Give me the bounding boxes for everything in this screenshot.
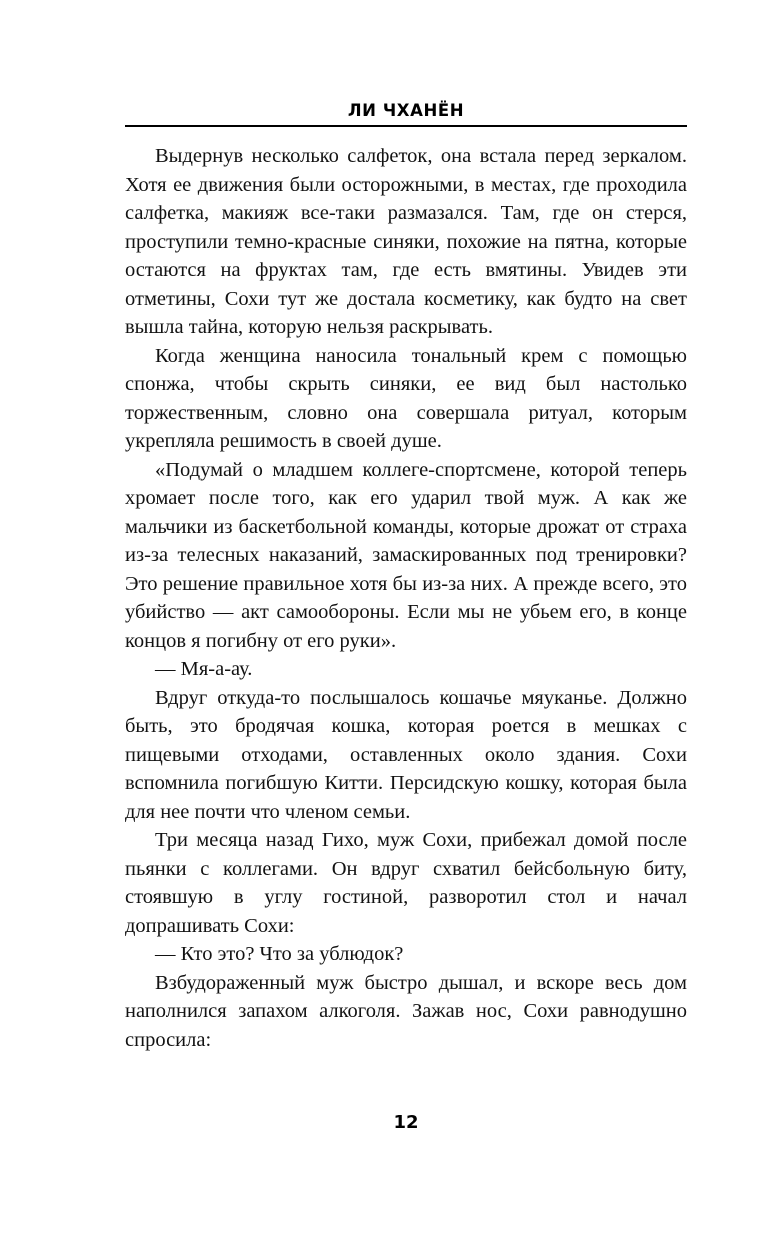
paragraph: — Кто это? Что за ублюдок?: [155, 943, 404, 965]
paragraph: Взбудораженный муж быстро дышал, и вскоре весь дом наполнился запахом алкоголя. Зажав нос, Сохи равнодушно спросила:: [125, 971, 687, 1051]
paragraph: Вдруг откуда-то послышалось кошачье мяуканье. Должно быть, это бродячая кошка, которая роется в мешках с пищевыми отходами, оставленных около здания. Сохи вспомнила погибшую Китти. Персидскую кошку, которая была для нее почти что членом семьи.: [125, 686, 687, 823]
paragraph: — Мя-а-ау.: [155, 658, 253, 680]
author-header: ЛИ ЧХАНЁН: [347, 101, 465, 120]
text-body: [125, 142, 687, 1054]
paragraph: «Подумай о младшем коллеге-спортсмене, которой теперь хромает после того, как его ударил твой муж. А как же мальчики из баскетбольной команды, которые дрожат от страха из-за телесных наказаний, замаскированных под тренировки? Это решение правильное хотя бы из-за них. А прежде всего, это убийство — акт самообороны. Если мы не убьем его, в конце концов я погибну от его руки».: [125, 458, 687, 652]
paragraph: Когда женщина наносила тональный крем с помощью спонжа, чтобы скрыть синяки, ее вид был настолько торжественным, словно она совершала ритуал, которым укрепляла решимость в своей душе.: [125, 344, 687, 452]
page-header: [125, 101, 687, 127]
paragraph: Выдернув несколько салфеток, она встала перед зеркалом. Хотя ее движения были осторожными, в местах, где проходила салфетка, макияж все-таки размазался. Там, где он стерся, проступили темно-красные синяки, похожие на пятна, которые остаются на фруктах там, где есть вмятины. Увидев эти отметины, Сохи тут же достала косметику, как будто на свет вышла тайна, которую нельзя раскрывать.: [125, 145, 687, 338]
header-divider: [125, 125, 687, 127]
paragraph: Три месяца назад Гихо, муж Сохи, прибежал домой после пьянки с коллегами. Он вдруг схватил бейсбольную биту, стоявшую в углу гостиной, разворотил стол и начал допрашивать Сохи:: [125, 829, 687, 937]
page-number: 12: [393, 1112, 419, 1133]
